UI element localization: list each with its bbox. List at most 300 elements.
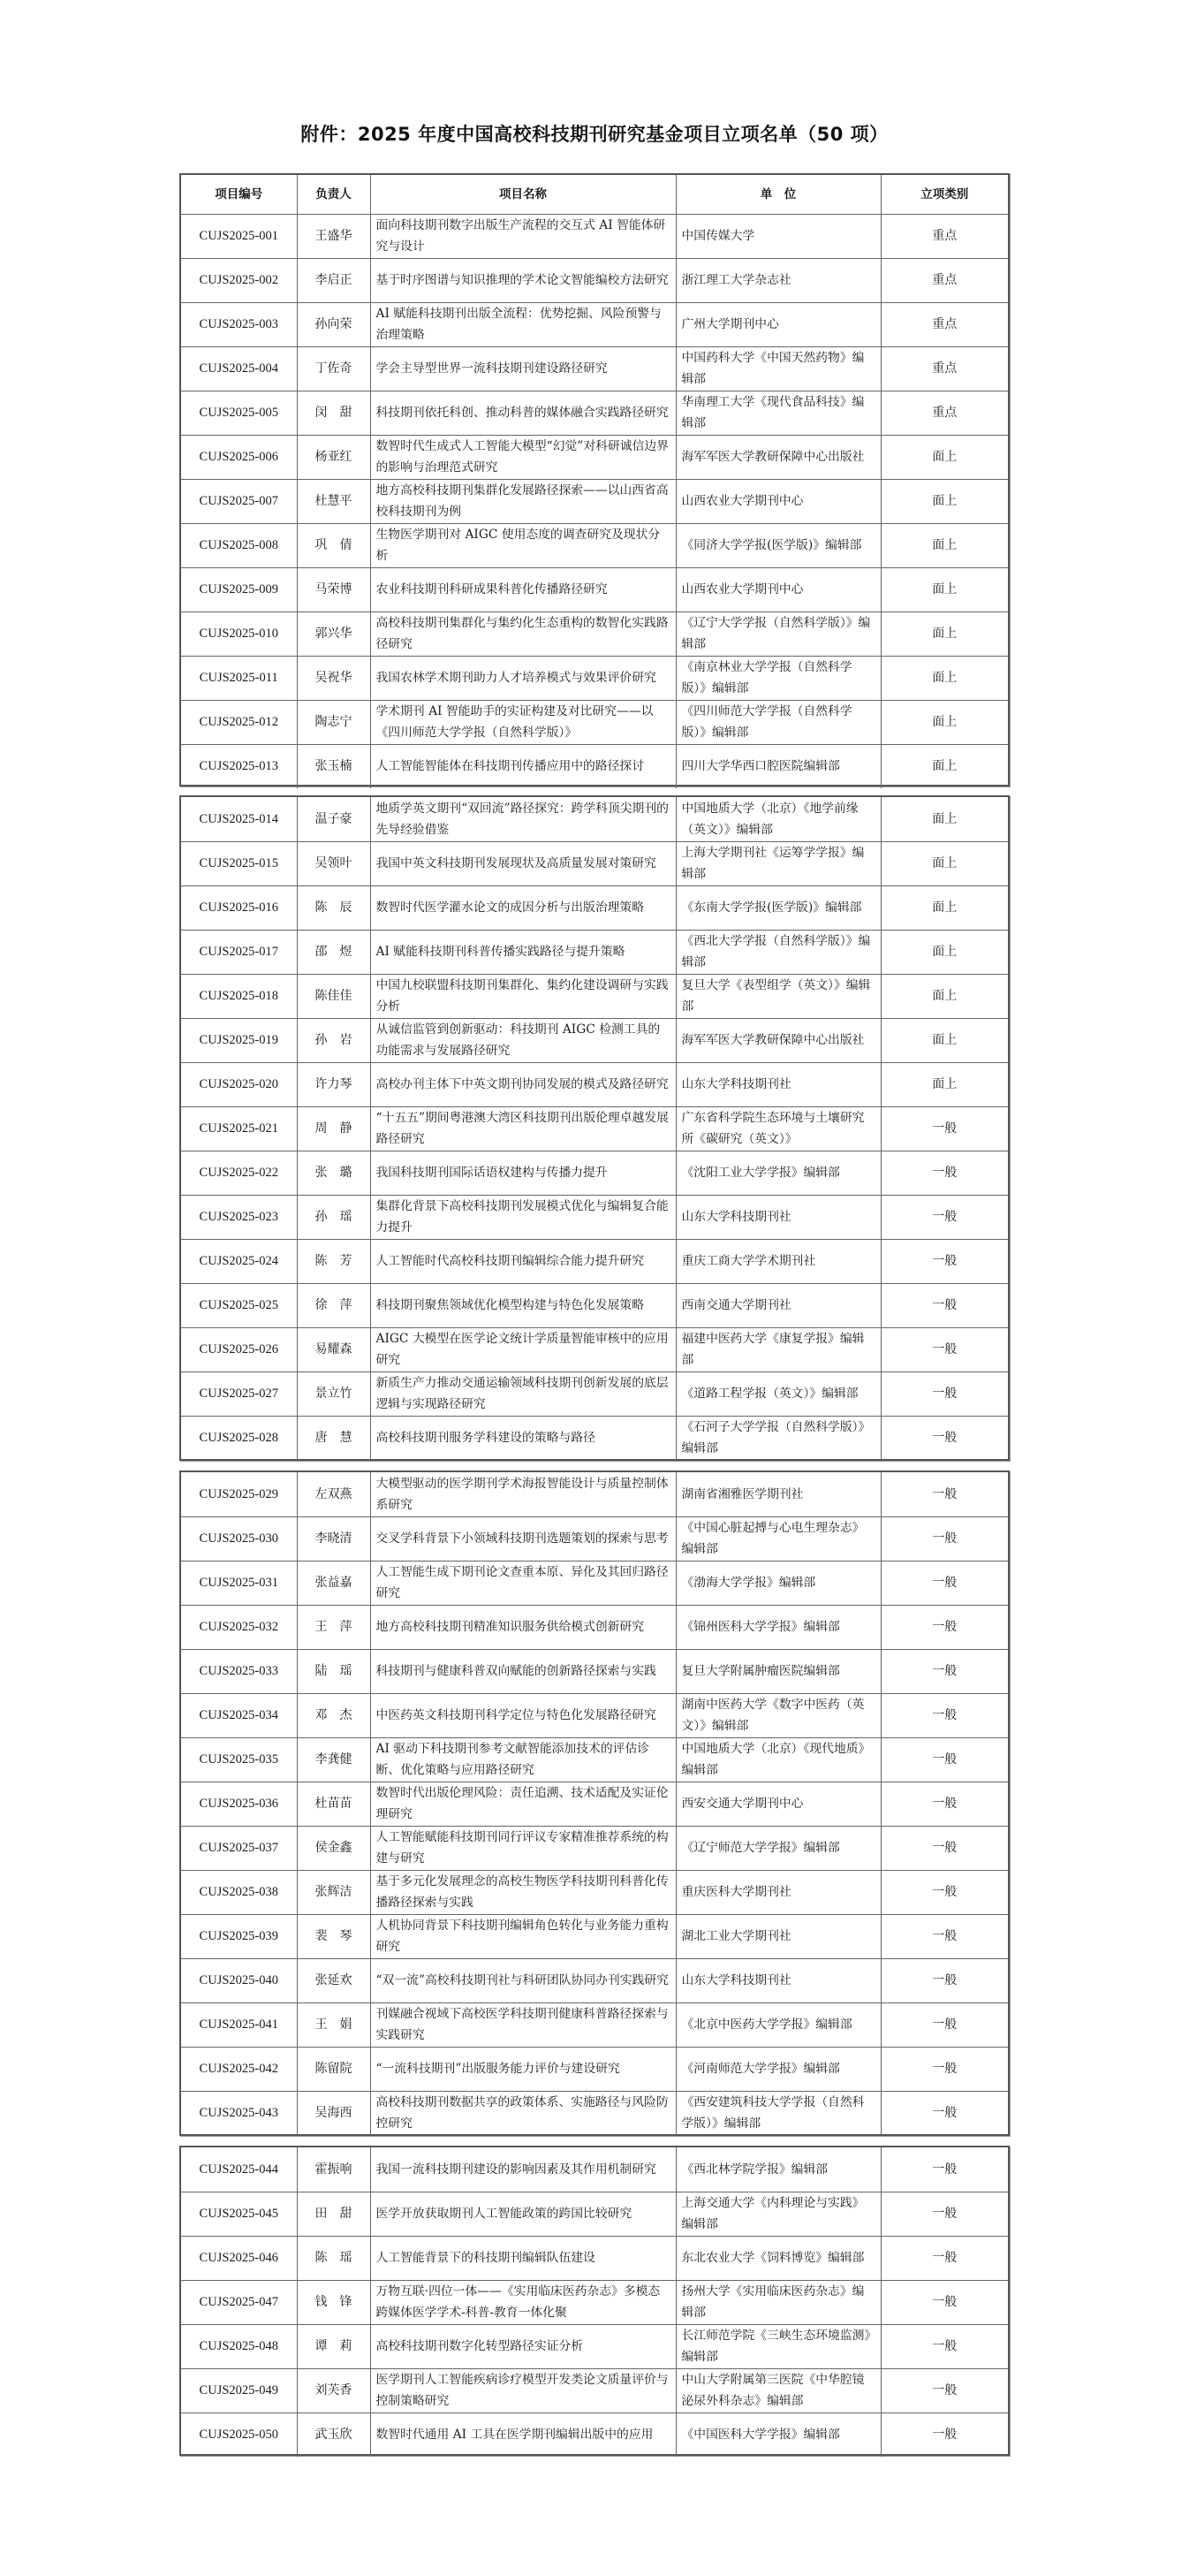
- project-table: [181, 797, 1008, 1460]
- project-leader-cell: 田 甜: [297, 2192, 370, 2236]
- table-row: [181, 2192, 1008, 2236]
- project-title-cell: 人机协同背景下科技期刊编辑角色转化与业务能力重构研究: [370, 1914, 676, 1958]
- project-unit-cell: 复旦大学《表型组学（英文）》编辑部: [676, 974, 881, 1018]
- project-unit-cell: 中国药科大学《中国天然药物》编辑部: [676, 346, 881, 391]
- project-unit-cell: 《道路工程学报（英文）》编辑部: [676, 1372, 881, 1416]
- project-category-cell: 一般: [881, 1914, 1008, 1958]
- project-title-cell: 高校科技期刊服务学科建设的策略与路径: [370, 1416, 676, 1460]
- project-category-cell: 一般: [881, 1737, 1008, 1782]
- project-title-cell: “一流科技期刊”出版服务能力评价与建设研究: [370, 2047, 676, 2091]
- table-row: [181, 1693, 1008, 1737]
- project-leader-cell: 张益嘉: [297, 1561, 370, 1605]
- table-row: [181, 2147, 1008, 2192]
- project-id-cell: CUJS2025-035: [181, 1737, 297, 1782]
- table-row: [181, 1605, 1008, 1649]
- project-title-cell: 人工智能生成下期刊论文查重本原、异化及其回归路径研究: [370, 1561, 676, 1605]
- project-id-cell: CUJS2025-026: [181, 1327, 297, 1372]
- project-id-cell: CUJS2025-022: [181, 1151, 297, 1195]
- project-category-cell: 重点: [881, 346, 1008, 391]
- table-row: [181, 346, 1008, 391]
- table-row: [181, 1106, 1008, 1151]
- project-title-cell: 农业科技期刊科研成果科普化传播路径研究: [370, 567, 676, 612]
- project-leader-cell: 许力琴: [297, 1062, 370, 1106]
- project-title-cell: 人工智能时代高校科技期刊编辑综合能力提升研究: [370, 1239, 676, 1283]
- project-id-cell: CUJS2025-016: [181, 885, 297, 930]
- column-header-type: 立项类别: [881, 175, 1008, 214]
- project-category-cell: 一般: [881, 1826, 1008, 1870]
- project-category-cell: 重点: [881, 258, 1008, 302]
- project-id-cell: CUJS2025-033: [181, 1649, 297, 1693]
- project-category-cell: 面上: [881, 1018, 1008, 1062]
- project-category-cell: 面上: [881, 1062, 1008, 1106]
- project-leader-cell: 陈 辰: [297, 885, 370, 930]
- project-unit-cell: 海军军医大学教研保障中心出版社: [676, 435, 881, 479]
- project-category-cell: 重点: [881, 391, 1008, 435]
- project-id-cell: CUJS2025-043: [181, 2091, 297, 2135]
- project-category-cell: 面上: [881, 885, 1008, 930]
- project-id-cell: CUJS2025-031: [181, 1561, 297, 1605]
- table-row: [181, 1195, 1008, 1239]
- project-unit-cell: 长江师范学院《三峡生态环境监测》编辑部: [676, 2324, 881, 2368]
- table-row: [181, 885, 1008, 930]
- project-title-cell: 万物互联·四位一体——《实用临床医药杂志》多模态跨媒体医学学术-科普-教育一体化聚: [370, 2280, 676, 2324]
- project-title-cell: 高校办刊主体下中英文期刊协同发展的模式及路径研究: [370, 1062, 676, 1106]
- table-row: [181, 1151, 1008, 1195]
- project-title-cell: 高校科技期刊数据共享的政策体系、实施路径与风险防控研究: [370, 2091, 676, 2135]
- project-id-cell: CUJS2025-002: [181, 258, 297, 302]
- project-leader-cell: 吴祝华: [297, 656, 370, 700]
- project-unit-cell: 中国传媒大学: [676, 214, 881, 258]
- project-category-cell: 一般: [881, 2147, 1008, 2192]
- project-category-cell: 一般: [881, 2280, 1008, 2324]
- table-row: [181, 700, 1008, 744]
- table-row: [181, 1239, 1008, 1283]
- project-leader-cell: 霍振响: [297, 2147, 370, 2192]
- project-id-cell: CUJS2025-047: [181, 2280, 297, 2324]
- table-row: [181, 2047, 1008, 2091]
- project-category-cell: 一般: [881, 1151, 1008, 1195]
- project-id-cell: CUJS2025-040: [181, 1958, 297, 2002]
- project-id-cell: CUJS2025-010: [181, 612, 297, 656]
- project-title-cell: 从诚信监管到创新驱动：科技期刊 AIGC 检测工具的功能需求与发展路径研究: [370, 1018, 676, 1062]
- table-row: [181, 1327, 1008, 1372]
- project-unit-cell: 《河南师范大学学报》编辑部: [676, 2047, 881, 2091]
- project-id-cell: CUJS2025-025: [181, 1283, 297, 1327]
- project-title-cell: 中国九校联盟科技期刊集群化、集约化建设调研与实践分析: [370, 974, 676, 1018]
- project-category-cell: 重点: [881, 214, 1008, 258]
- table-row: [181, 1516, 1008, 1561]
- project-leader-cell: 杨亚红: [297, 435, 370, 479]
- project-id-cell: CUJS2025-042: [181, 2047, 297, 2091]
- project-leader-cell: 陈 瑶: [297, 2236, 370, 2280]
- project-leader-cell: 陶志宁: [297, 700, 370, 744]
- project-id-cell: CUJS2025-014: [181, 797, 297, 841]
- project-title-cell: 数智时代出版伦理风险：责任追溯、技术适配及实证伦理研究: [370, 1782, 676, 1826]
- project-table: [181, 1472, 1008, 2135]
- project-title-cell: 基于多元化发展理念的高校生物医学科技期刊科普化传播路径探索与实践: [370, 1870, 676, 1914]
- project-title-cell: 学术期刊 AI 智能助手的实证构建及对比研究——以《四川师范大学学报（自然科学版）》: [370, 700, 676, 744]
- project-category-cell: 一般: [881, 2368, 1008, 2413]
- project-category-cell: 一般: [881, 1561, 1008, 1605]
- project-category-cell: 面上: [881, 435, 1008, 479]
- project-id-cell: CUJS2025-028: [181, 1416, 297, 1460]
- project-category-cell: 一般: [881, 2192, 1008, 2236]
- project-title-cell: 医学期刊人工智能疾病诊疗模型开发类论文质量评价与控制策略研究: [370, 2368, 676, 2413]
- project-category-cell: 一般: [881, 1693, 1008, 1737]
- project-category-cell: 一般: [881, 1782, 1008, 1826]
- project-leader-cell: 李启正: [297, 258, 370, 302]
- project-title-cell: 生物医学期刊对 AIGC 使用态度的调查研究及现状分析: [370, 523, 676, 567]
- column-header-unit: 单 位: [676, 175, 881, 214]
- project-title-cell: 科技期刊依托科创、推动科普的媒体融合实践路径研究: [370, 391, 676, 435]
- project-leader-cell: 景立竹: [297, 1372, 370, 1416]
- project-unit-cell: 《辽宁大学学报（自然科学版）》编辑部: [676, 612, 881, 656]
- project-unit-cell: 《南京林业大学学报（自然科学版）》编辑部: [676, 656, 881, 700]
- project-leader-cell: 王 娟: [297, 2002, 370, 2047]
- table-row: [181, 1018, 1008, 1062]
- project-title-cell: 刊媒融合视域下高校医学科技期刊健康科普路径探索与实践研究: [370, 2002, 676, 2047]
- project-table: [181, 2147, 1008, 2457]
- project-id-cell: CUJS2025-012: [181, 700, 297, 744]
- table-segment-2: [179, 795, 1010, 1461]
- project-category-cell: 一般: [881, 1239, 1008, 1283]
- project-id-cell: CUJS2025-008: [181, 523, 297, 567]
- table-row: [181, 1737, 1008, 1782]
- project-category-cell: 面上: [881, 567, 1008, 612]
- project-category-cell: 面上: [881, 974, 1008, 1018]
- project-category-cell: 一般: [881, 1372, 1008, 1416]
- table-row: [181, 258, 1008, 302]
- project-unit-cell: 《同济大学学报(医学版)》编辑部: [676, 523, 881, 567]
- project-leader-cell: 王 萍: [297, 1605, 370, 1649]
- project-unit-cell: 《渤海大学学报》编辑部: [676, 1561, 881, 1605]
- project-title-cell: 新质生产力推动交通运输领域科技期刊创新发展的底层逻辑与实现路径研究: [370, 1372, 676, 1416]
- project-leader-cell: 孙 瑶: [297, 1195, 370, 1239]
- project-unit-cell: 扬州大学《实用临床医药杂志》编辑部: [676, 2280, 881, 2324]
- project-unit-cell: 复旦大学附属肿瘤医院编辑部: [676, 1649, 881, 1693]
- project-id-cell: CUJS2025-044: [181, 2147, 297, 2192]
- page-title: 附件：2025 年度中国高校科技期刊研究基金项目立项名单（50 项）: [300, 124, 889, 145]
- project-unit-cell: 《北京中医药大学学报》编辑部: [676, 2002, 881, 2047]
- project-category-cell: 一般: [881, 1870, 1008, 1914]
- project-title-cell: 人工智能智能体在科技期刊传播应用中的路径探讨: [370, 744, 676, 788]
- table-row: [181, 2280, 1008, 2324]
- project-unit-cell: 湖南中医药大学《数字中医药（英文）》编辑部: [676, 1693, 881, 1737]
- project-unit-cell: 海军军医大学教研保障中心出版社: [676, 1018, 881, 1062]
- project-id-cell: CUJS2025-004: [181, 346, 297, 391]
- table-header-row: [181, 175, 1008, 214]
- table-row: [181, 797, 1008, 841]
- project-unit-cell: 广东省科学院生态环境与土壤研究所《碳研究（英文）》: [676, 1106, 881, 1151]
- project-unit-cell: 山西农业大学期刊中心: [676, 479, 881, 523]
- project-leader-cell: 徐 萍: [297, 1283, 370, 1327]
- project-id-cell: CUJS2025-005: [181, 391, 297, 435]
- project-unit-cell: 浙江理工大学杂志社: [676, 258, 881, 302]
- project-unit-cell: 《东南大学学报(医学版)》编辑部: [676, 885, 881, 930]
- table-row: [181, 2236, 1008, 2280]
- project-unit-cell: 山东大学科技期刊社: [676, 1062, 881, 1106]
- project-unit-cell: 东北农业大学《饲料博览》编辑部: [676, 2236, 881, 2280]
- project-leader-cell: 张玉楠: [297, 744, 370, 788]
- table-row: [181, 612, 1008, 656]
- project-leader-cell: 陈 芳: [297, 1239, 370, 1283]
- project-table: [181, 175, 1008, 788]
- project-title-cell: 医学开放获取期刊人工智能政策的跨国比较研究: [370, 2192, 676, 2236]
- project-unit-cell: 西南交通大学期刊社: [676, 1283, 881, 1327]
- project-title-cell: AI 赋能科技期刊出版全流程：优势挖掘、风险预警与治理策略: [370, 302, 676, 346]
- table-row: [181, 435, 1008, 479]
- project-id-cell: CUJS2025-039: [181, 1914, 297, 1958]
- project-leader-cell: 陆 瑶: [297, 1649, 370, 1693]
- project-unit-cell: 中山大学附属第三医院《中华腔镜泌尿外科杂志》编辑部: [676, 2368, 881, 2413]
- project-title-cell: 数智时代生成式人工智能大模型“幻觉”对科研诚信边界的影响与治理范式研究: [370, 435, 676, 479]
- project-leader-cell: 钱 锋: [297, 2280, 370, 2324]
- project-title-cell: 高校科技期刊数字化转型路径实证分析: [370, 2324, 676, 2368]
- table-row: [181, 567, 1008, 612]
- project-leader-cell: 孙向荣: [297, 302, 370, 346]
- project-unit-cell: 福建中医药大学《康复学报》编辑部: [676, 1327, 881, 1372]
- project-category-cell: 一般: [881, 1283, 1008, 1327]
- project-title-cell: 数智时代通用 AI 工具在医学期刊编辑出版中的应用: [370, 2413, 676, 2457]
- project-leader-cell: 丁佐奇: [297, 346, 370, 391]
- project-id-cell: CUJS2025-003: [181, 302, 297, 346]
- column-header-name: 项目名称: [370, 175, 676, 214]
- project-unit-cell: 上海交通大学《内科理论与实践》编辑部: [676, 2192, 881, 2236]
- project-category-cell: 一般: [881, 1516, 1008, 1561]
- project-category-cell: 一般: [881, 1958, 1008, 2002]
- project-id-cell: CUJS2025-048: [181, 2324, 297, 2368]
- table-row: [181, 302, 1008, 346]
- project-leader-cell: 孙 岩: [297, 1018, 370, 1062]
- project-title-cell: 人工智能背景下的科技期刊编辑队伍建设: [370, 2236, 676, 2280]
- project-id-cell: CUJS2025-050: [181, 2413, 297, 2457]
- project-title-cell: 我国中英文科技期刊发展现状及高质量发展对策研究: [370, 841, 676, 885]
- project-leader-cell: 吴海西: [297, 2091, 370, 2135]
- project-leader-cell: 李龚健: [297, 1737, 370, 1782]
- project-unit-cell: 《西北林学院学报》编辑部: [676, 2147, 881, 2192]
- project-category-cell: 一般: [881, 2047, 1008, 2091]
- project-id-cell: CUJS2025-020: [181, 1062, 297, 1106]
- project-id-cell: CUJS2025-013: [181, 744, 297, 788]
- table-row: [181, 1649, 1008, 1693]
- project-unit-cell: 《石河子大学学报（自然科学版）》编辑部: [676, 1416, 881, 1460]
- project-unit-cell: 重庆工商大学学术期刊社: [676, 1239, 881, 1283]
- project-unit-cell: 《西安建筑科技大学学报（自然科学版）》编辑部: [676, 2091, 881, 2135]
- table-row: [181, 1561, 1008, 1605]
- table-segment-3: [179, 1470, 1010, 2136]
- table-row: [181, 1826, 1008, 1870]
- project-category-cell: 一般: [881, 1195, 1008, 1239]
- project-leader-cell: 杜苗苗: [297, 1782, 370, 1826]
- project-category-cell: 一般: [881, 2413, 1008, 2457]
- column-header-id: 项目编号: [181, 175, 297, 214]
- table-row: [181, 1283, 1008, 1327]
- project-category-cell: 一般: [881, 2324, 1008, 2368]
- project-title-cell: 集群化背景下高校科技期刊发展模式优化与编辑复合能力提升: [370, 1195, 676, 1239]
- project-unit-cell: 山西农业大学期刊中心: [676, 567, 881, 612]
- table-row: [181, 974, 1008, 1018]
- project-category-cell: 面上: [881, 479, 1008, 523]
- table-row: [181, 479, 1008, 523]
- project-title-cell: AI 驱动下科技期刊参考文献智能添加技术的评估诊断、优化策略与应用路径研究: [370, 1737, 676, 1782]
- project-leader-cell: 巩 倩: [297, 523, 370, 567]
- project-leader-cell: 张延欢: [297, 1958, 370, 2002]
- project-unit-cell: 中国地质大学（北京）《地学前缘（英文）》编辑部: [676, 797, 881, 841]
- project-title-cell: 地方高校科技期刊精准知识服务供给模式创新研究: [370, 1605, 676, 1649]
- table-row: [181, 391, 1008, 435]
- project-category-cell: 面上: [881, 930, 1008, 974]
- project-title-cell: 科技期刊聚焦领域优化模型构建与特色化发展策略: [370, 1283, 676, 1327]
- project-leader-cell: 裴 琴: [297, 1914, 370, 1958]
- project-leader-cell: 闵 甜: [297, 391, 370, 435]
- project-title-cell: 我国农林学术期刊助力人才培养模式与效果评价研究: [370, 656, 676, 700]
- table-row: [181, 214, 1008, 258]
- table-row: [181, 1472, 1008, 1516]
- project-leader-cell: 马荣博: [297, 567, 370, 612]
- project-title-cell: AI 赋能科技期刊科普传播实践路径与提升策略: [370, 930, 676, 974]
- project-unit-cell: 西安交通大学期刊中心: [676, 1782, 881, 1826]
- project-unit-cell: 《锦州医科大学学报》编辑部: [676, 1605, 881, 1649]
- project-unit-cell: 中国地质大学（北京）《现代地质》编辑部: [676, 1737, 881, 1782]
- project-category-cell: 一般: [881, 1416, 1008, 1460]
- project-category-cell: 一般: [881, 1327, 1008, 1372]
- project-id-cell: CUJS2025-029: [181, 1472, 297, 1516]
- table-row: [181, 841, 1008, 885]
- project-id-cell: CUJS2025-049: [181, 2368, 297, 2413]
- project-leader-cell: 张 璐: [297, 1151, 370, 1195]
- table-row: [181, 2413, 1008, 2457]
- project-id-cell: CUJS2025-019: [181, 1018, 297, 1062]
- project-title-cell: 我国一流科技期刊建设的影响因素及其作用机制研究: [370, 2147, 676, 2192]
- project-unit-cell: 山东大学科技期刊社: [676, 1195, 881, 1239]
- project-leader-cell: 李晓清: [297, 1516, 370, 1561]
- project-id-cell: CUJS2025-034: [181, 1693, 297, 1737]
- project-title-cell: 科技期刊与健康科普双向赋能的创新路径探索与实践: [370, 1649, 676, 1693]
- project-title-cell: 面向科技期刊数字出版生产流程的交互式 AI 智能体研究与设计: [370, 214, 676, 258]
- project-category-cell: 一般: [881, 2236, 1008, 2280]
- project-category-cell: 一般: [881, 1472, 1008, 1516]
- project-category-cell: 一般: [881, 2091, 1008, 2135]
- project-title-cell: 地质学英文期刊“双回流”路径探究：跨学科顶尖期刊的先导经验借鉴: [370, 797, 676, 841]
- table-row: [181, 2324, 1008, 2368]
- project-leader-cell: 谭 莉: [297, 2324, 370, 2368]
- project-category-cell: 面上: [881, 797, 1008, 841]
- project-id-cell: CUJS2025-024: [181, 1239, 297, 1283]
- project-unit-cell: 《辽宁师范大学学报》编辑部: [676, 1826, 881, 1870]
- table-row: [181, 523, 1008, 567]
- project-id-cell: CUJS2025-046: [181, 2236, 297, 2280]
- project-category-cell: 面上: [881, 523, 1008, 567]
- project-id-cell: CUJS2025-018: [181, 974, 297, 1018]
- table-row: [181, 930, 1008, 974]
- column-header-person: 负责人: [297, 175, 370, 214]
- project-title-cell: 基于时序图谱与知识推理的学术论文智能编校方法研究: [370, 258, 676, 302]
- project-title-cell: 地方高校科技期刊集群化发展路径探索——以山西省高校科技期刊为例: [370, 479, 676, 523]
- project-leader-cell: 温子豪: [297, 797, 370, 841]
- table-row: [181, 1914, 1008, 1958]
- project-leader-cell: 唐 慧: [297, 1416, 370, 1460]
- project-unit-cell: 湖北工业大学期刊社: [676, 1914, 881, 1958]
- project-leader-cell: 陈留院: [297, 2047, 370, 2091]
- project-id-cell: CUJS2025-038: [181, 1870, 297, 1914]
- project-leader-cell: 易耀森: [297, 1327, 370, 1372]
- project-unit-cell: 山东大学科技期刊社: [676, 1958, 881, 2002]
- project-category-cell: 一般: [881, 1106, 1008, 1151]
- project-id-cell: CUJS2025-027: [181, 1372, 297, 1416]
- project-leader-cell: 周 静: [297, 1106, 370, 1151]
- table-row: [181, 744, 1008, 788]
- project-category-cell: 一般: [881, 1605, 1008, 1649]
- project-id-cell: CUJS2025-009: [181, 567, 297, 612]
- project-id-cell: CUJS2025-032: [181, 1605, 297, 1649]
- project-leader-cell: 左双燕: [297, 1472, 370, 1516]
- project-title-cell: 人工智能赋能科技期刊同行评议专家精准推荐系统的构建与研究: [370, 1826, 676, 1870]
- project-id-cell: CUJS2025-030: [181, 1516, 297, 1561]
- project-leader-cell: 吴领叶: [297, 841, 370, 885]
- project-title-cell: 中医药英文科技期刊科学定位与特色化发展路径研究: [370, 1693, 676, 1737]
- table-row: [181, 1062, 1008, 1106]
- project-unit-cell: 湖南省湘雅医学期刊社: [676, 1472, 881, 1516]
- table-segment-4: [179, 2146, 1010, 2456]
- project-unit-cell: 《中国医科大学学报》编辑部: [676, 2413, 881, 2457]
- table-segment-1: [179, 173, 1010, 786]
- project-category-cell: 面上: [881, 744, 1008, 788]
- project-id-cell: CUJS2025-015: [181, 841, 297, 885]
- project-title-cell: “十五五”期间粤港澳大湾区科技期刊出版伦理卓越发展路径研究: [370, 1106, 676, 1151]
- project-category-cell: 一般: [881, 1649, 1008, 1693]
- project-leader-cell: 王盛华: [297, 214, 370, 258]
- project-title-cell: 高校科技期刊集群化与集约化生态重构的数智化实践路径研究: [370, 612, 676, 656]
- project-category-cell: 面上: [881, 841, 1008, 885]
- table-row: [181, 1958, 1008, 2002]
- project-leader-cell: 杜慧平: [297, 479, 370, 523]
- project-unit-cell: 上海大学期刊社《运筹学学报》编辑部: [676, 841, 881, 885]
- table-row: [181, 1416, 1008, 1460]
- table-row: [181, 1870, 1008, 1914]
- table-row: [181, 1372, 1008, 1416]
- project-title-cell: AIGC 大模型在医学论文统计学质量智能审核中的应用研究: [370, 1327, 676, 1372]
- project-id-cell: CUJS2025-007: [181, 479, 297, 523]
- project-leader-cell: 张辉洁: [297, 1870, 370, 1914]
- project-category-cell: 面上: [881, 700, 1008, 744]
- project-leader-cell: 刘芙香: [297, 2368, 370, 2413]
- project-title-cell: “双一流”高校科技期刊社与科研团队协同办刊实践研究: [370, 1958, 676, 2002]
- project-unit-cell: 《沈阳工业大学学报》编辑部: [676, 1151, 881, 1195]
- project-leader-cell: 郭兴华: [297, 612, 370, 656]
- project-category-cell: 面上: [881, 656, 1008, 700]
- table-row: [181, 1782, 1008, 1826]
- project-title-cell: 数智时代医学灌水论文的成因分析与出版治理策略: [370, 885, 676, 930]
- project-id-cell: CUJS2025-006: [181, 435, 297, 479]
- project-leader-cell: 邓 杰: [297, 1693, 370, 1737]
- project-id-cell: CUJS2025-045: [181, 2192, 297, 2236]
- table-row: [181, 656, 1008, 700]
- project-unit-cell: 《西北大学学报（自然科学版）》编辑部: [676, 930, 881, 974]
- project-category-cell: 重点: [881, 302, 1008, 346]
- table-row: [181, 2368, 1008, 2413]
- project-id-cell: CUJS2025-037: [181, 1826, 297, 1870]
- project-leader-cell: 邵 煜: [297, 930, 370, 974]
- project-id-cell: CUJS2025-017: [181, 930, 297, 974]
- project-id-cell: CUJS2025-036: [181, 1782, 297, 1826]
- project-leader-cell: 侯金鑫: [297, 1826, 370, 1870]
- project-leader-cell: 陈佳佳: [297, 974, 370, 1018]
- project-category-cell: 面上: [881, 612, 1008, 656]
- project-unit-cell: 《四川师范大学学报（自然科学版）》编辑部: [676, 700, 881, 744]
- project-title-cell: 我国科技期刊国际话语权建构与传播力提升: [370, 1151, 676, 1195]
- project-id-cell: CUJS2025-001: [181, 214, 297, 258]
- project-id-cell: CUJS2025-011: [181, 656, 297, 700]
